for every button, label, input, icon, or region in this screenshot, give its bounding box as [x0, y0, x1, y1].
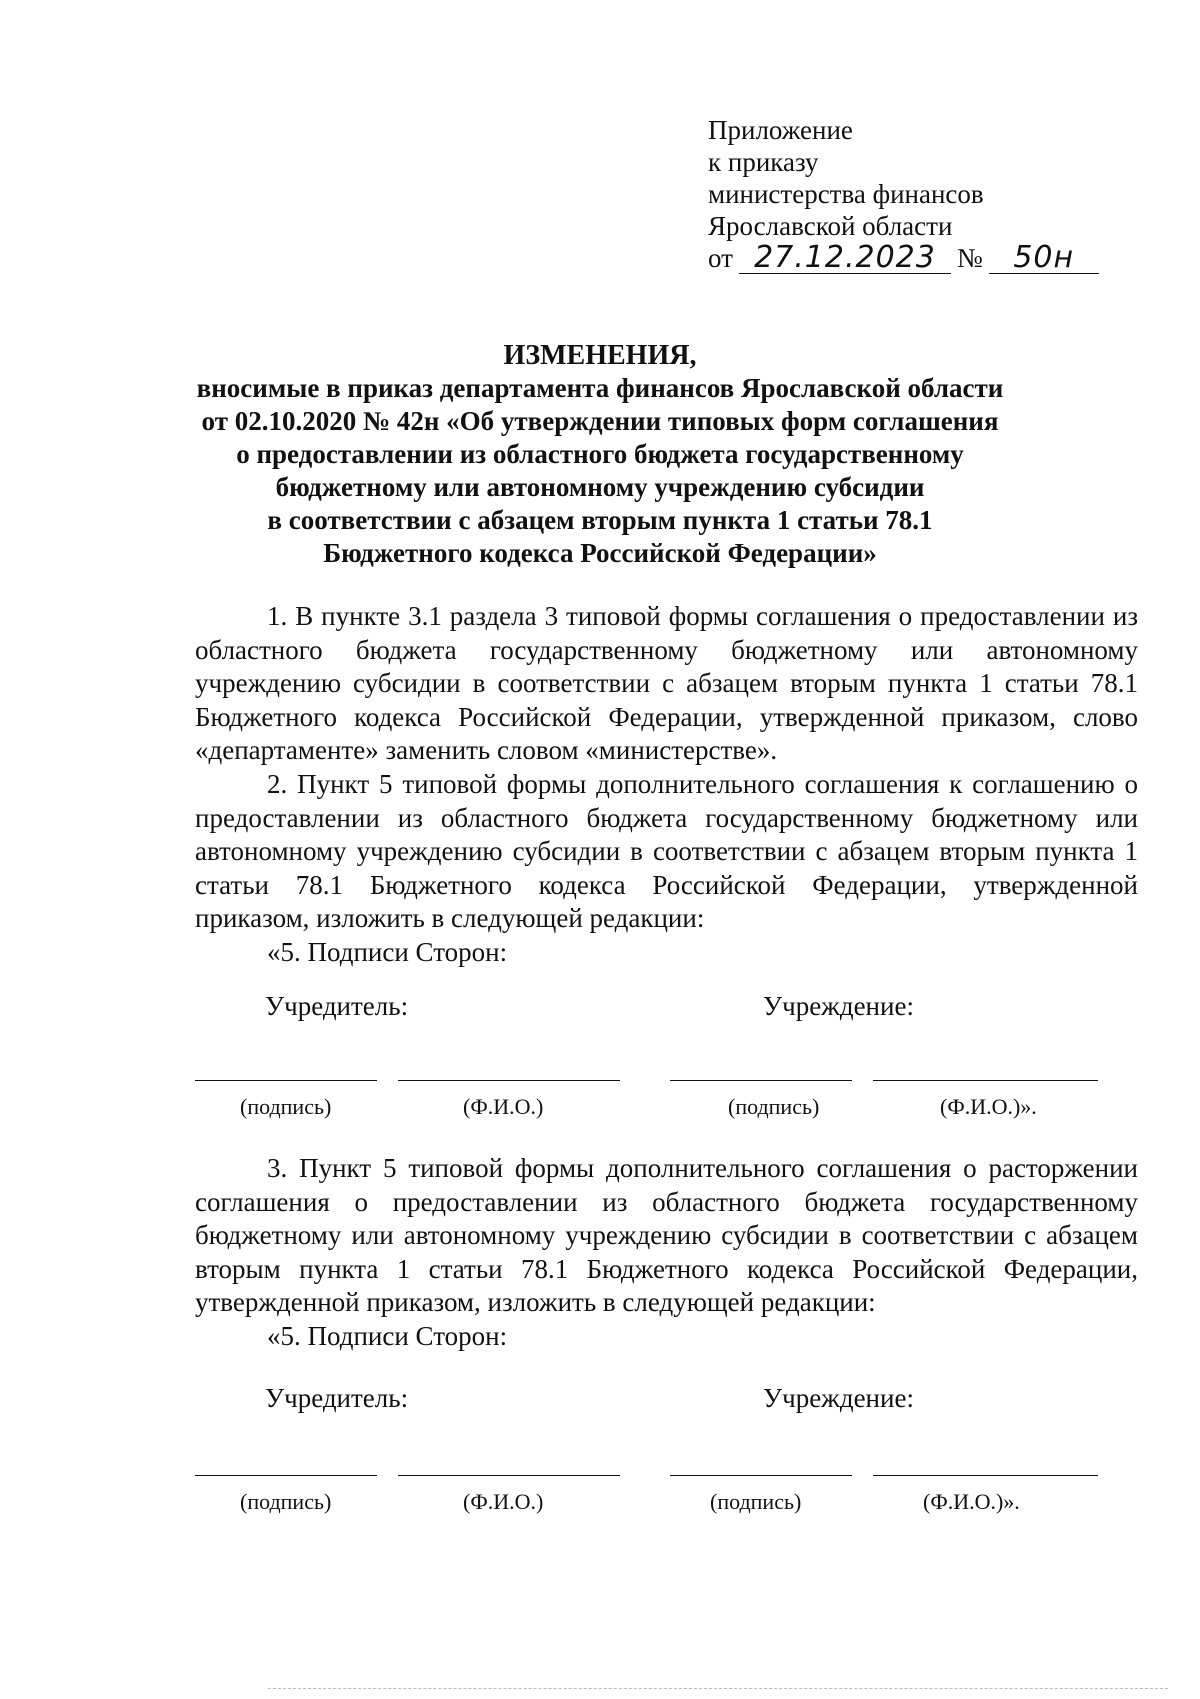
- institution-label: Учреждение:: [763, 991, 914, 1021]
- appendix-line-3: министерства финансов: [708, 179, 984, 209]
- signature-line-founder: [195, 1080, 377, 1081]
- caption-fio: (Ф.И.О.): [463, 1094, 544, 1119]
- signature-line-founder: [195, 1475, 377, 1476]
- appendix-date-row: [708, 242, 1105, 274]
- appendix-line-4: Ярославской области: [708, 211, 953, 241]
- appendix-line-1: Приложение: [708, 115, 853, 145]
- founder-label: Учредитель:: [265, 991, 409, 1021]
- section-2: [195, 1152, 1138, 1354]
- caption-signature: (подпись): [728, 1094, 820, 1119]
- caption-fio: (Ф.И.О.)».: [940, 1094, 1037, 1119]
- title-subtitle-line: о предоставлении из областного бюджета государственному: [236, 439, 964, 469]
- signature-line-institution: [670, 1080, 852, 1081]
- title-subtitle-line: Бюджетного кодекса Российской Федерации»: [323, 538, 877, 568]
- title-subtitle-line: бюджетному или автономному учреждению субсидии: [275, 472, 925, 502]
- title-subtitle-line: в соответствии с абзацем вторым пункта 1 статьи 78.1: [267, 505, 933, 535]
- caption-signature: (подпись): [710, 1489, 802, 1514]
- caption-fio: (Ф.И.О.)».: [923, 1489, 1020, 1514]
- paragraph-1: 1. В пункте 3.1 раздела 3 типовой формы соглашения о предоставлении из областного бюджета государственному бюджетному или автономному учреждению субсидии в соответствии с абзацем вторым пункта 1 статьи 78.1 Бюджетного кодекса Российской Федерации, утвержденной приказом, слово «департаменте» заменить словом «министерстве».: [195, 601, 1138, 766]
- caption-signature: (подпись): [240, 1094, 332, 1119]
- signature-line-institution: [670, 1475, 852, 1476]
- fio-line-founder: [398, 1080, 620, 1081]
- document-title: [195, 339, 1005, 570]
- caption-signature: (подпись): [240, 1489, 332, 1514]
- handwritten-number: 50н: [989, 243, 1099, 274]
- fio-line-institution: [873, 1080, 1098, 1081]
- title-subtitle-line: от 02.10.2020 № 42н «Об утверждении типовых форм соглашения: [201, 406, 999, 436]
- institution-label: Учреждение:: [763, 1383, 914, 1413]
- number-prefix: №: [956, 243, 983, 273]
- date-prefix: от: [708, 243, 733, 273]
- fio-line-institution: [873, 1475, 1098, 1476]
- fio-line-founder: [398, 1475, 620, 1476]
- title-heading: ИЗМЕНЕНИЯ,: [503, 340, 697, 371]
- handwritten-date: 27.12.2023: [739, 243, 951, 274]
- signatures-quote-2: «5. Подписи Сторон:: [267, 1320, 508, 1351]
- signatures-quote-1: «5. Подписи Сторон:: [267, 936, 508, 967]
- section-1: [195, 600, 1138, 970]
- paragraph-2: 2. Пункт 5 типовой формы дополнительного соглашения к соглашению о предоставлении из областного бюджета государственному бюджетному или автономному учреждению субсидии в соответствии с абзацем вторым пункта 1 статьи 78.1 Бюджетного кодекса Российской Федерации, утвержденной приказом, изложить в следующей редакции:: [195, 768, 1138, 934]
- title-subtitle-line: вносимые в приказ департамента финансов Ярославской области: [196, 373, 1004, 403]
- caption-fio: (Ф.И.О.): [463, 1489, 544, 1514]
- scan-edge-divider: [268, 1688, 1168, 1689]
- appendix-block: [708, 114, 1105, 274]
- founder-label: Учредитель:: [265, 1383, 409, 1413]
- appendix-line-2: к приказу: [708, 147, 819, 177]
- paragraph-3: 3. Пункт 5 типовой формы дополнительного соглашения о расторжении соглашения о предоставлении из областного бюджета государственному бюджетному или автономному учреждению субсидии в соответствии с абзацем вторым пункта 1 статьи 78.1 Бюджетного кодекса Российской Федерации, утвержденной приказом, изложить в следующей редакции:: [195, 1153, 1138, 1318]
